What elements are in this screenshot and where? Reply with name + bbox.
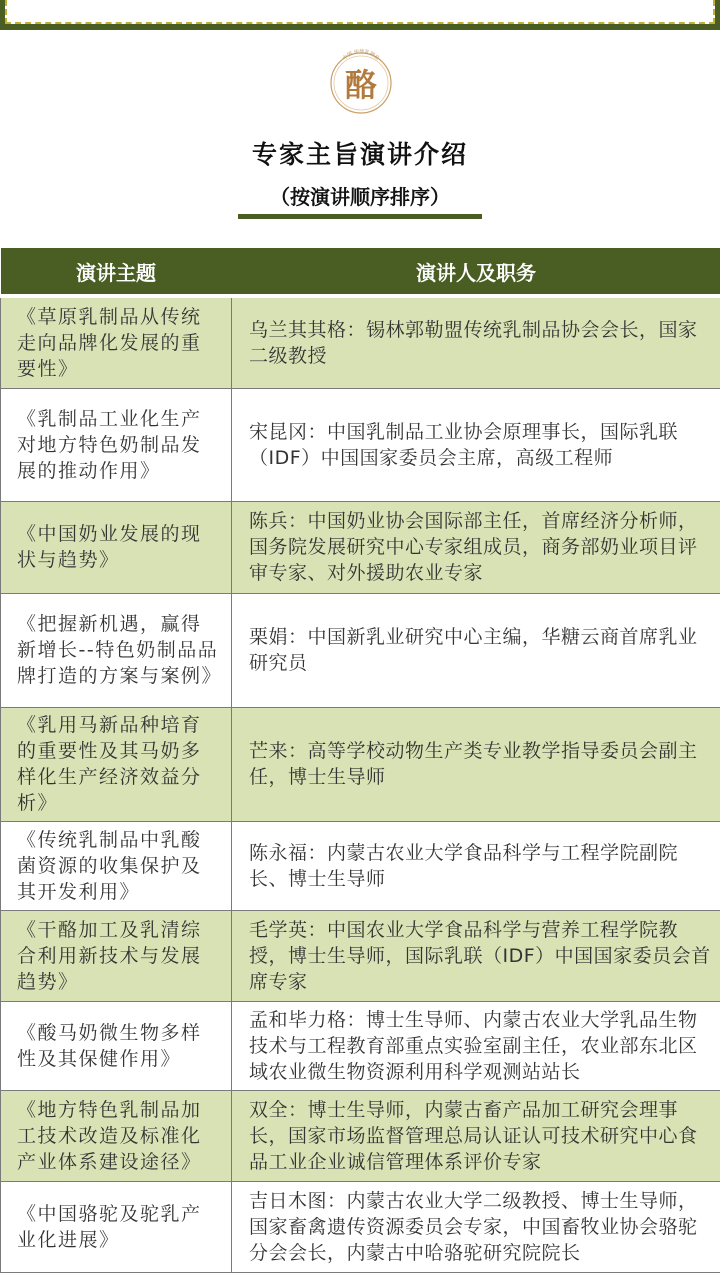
svg-text:中国 传统乳制品 (341, 48, 381, 62)
table-row (1, 501, 720, 593)
table-header-row (1, 248, 720, 296)
table-row (1, 593, 720, 707)
top-border-frame (0, 0, 720, 30)
top-border-dashed (5, 0, 715, 24)
column-header-topic: 演讲主题 (1, 248, 232, 296)
speech-table (0, 248, 720, 1273)
speaker-info: 宋昆冈：中国乳制品工业协会原理事长，国际乳联（IDF）中国国家委员会主席，高级工程师 (232, 388, 720, 501)
table-row (1, 1001, 720, 1090)
logo-glyph: 酪 (344, 66, 378, 104)
speaker-info: 吉日木图：内蒙古农业大学二级教授、博士生导师，国家畜禽遗传资源委员会专家，中国畜牧业协会骆驼分会会长，内蒙古中哈骆驼研究院院长 (232, 1181, 720, 1272)
speech-topic: 《中国骆驼及驼乳产业化进展》 (1, 1181, 232, 1272)
page-title: 专家主旨演讲介绍 (251, 140, 468, 169)
table-row (1, 910, 720, 1001)
speaker-info: 乌兰其其格：锡林郭勒盟传统乳制品协会会长，国家二级教授 (232, 296, 720, 388)
column-header-speaker: 演讲人及职务 (232, 248, 720, 296)
speech-topic: 《酸马奶微生物多样性及其保健作用》 (1, 1001, 232, 1090)
speaker-info: 双全：博士生导师，内蒙古畜产品加工研究会理事长，国家市场监督管理总局认证认可技术研究中心食品工业企业诚信管理体系评价专家 (232, 1090, 720, 1181)
speaker-info: 栗娟：中国新乳业研究中心主编，华糖云商首席乳业研究员 (232, 593, 720, 707)
speaker-info: 陈兵：中国奶业协会国际部主任，首席经济分析师，国务院发展研究中心专家组成员，商务部奶业项目评审专家、对外援助农业专家 (232, 501, 720, 593)
speech-topic: 《草原乳制品从传统走向品牌化发展的重要性》 (1, 296, 232, 388)
speech-topic: 《干酪加工及乳清综合利用新技术与发展趋势》 (1, 910, 232, 1001)
table-row (1, 707, 720, 821)
table-row (1, 1181, 720, 1272)
logo-caption: 中国 传统乳制品 (341, 48, 381, 62)
page-subtitle: （按演讲顺序排序） (238, 181, 482, 219)
speaker-info: 陈永福：内蒙古农业大学食品科学与工程学院副院长、博士生导师 (232, 821, 720, 910)
speech-topic: 《把握新机遇，赢得新增长--特色奶制品品牌打造的方案与案例》 (1, 593, 232, 707)
table-row (1, 821, 720, 910)
speech-topic: 《传统乳制品中乳酸菌资源的收集保护及其开发利用》 (1, 821, 232, 910)
logo-emblem-icon (327, 47, 395, 115)
speaker-info: 孟和毕力格：博士生导师、内蒙古农业大学乳品生物技术与工程教育部重点实验室副主任，农业部东北区域农业微生物资源利用科学观测站站长 (232, 1001, 720, 1090)
speaker-info: 芒来：高等学校动物生产类专业教学指导委员会副主任，博士生导师 (232, 707, 720, 821)
speaker-info: 毛学英：中国农业大学食品科学与营养工程学院教授，博士生导师，国际乳联（IDF）中国国家委员会首席专家 (232, 910, 720, 1001)
table-row (1, 388, 720, 501)
speech-topic: 《中国奶业发展的现状与趋势》 (1, 501, 232, 593)
speech-topic: 《地方特色乳制品加工技术改造及标准化产业体系建设途径》 (1, 1090, 232, 1181)
table-row (1, 1090, 720, 1181)
speech-topic: 《乳用马新品种培育的重要性及其马奶多样化生产经济效益分析》 (1, 707, 232, 821)
speech-topic: 《乳制品工业化生产对地方特色奶制品发展的推动作用》 (1, 388, 232, 501)
table-row (1, 296, 720, 388)
